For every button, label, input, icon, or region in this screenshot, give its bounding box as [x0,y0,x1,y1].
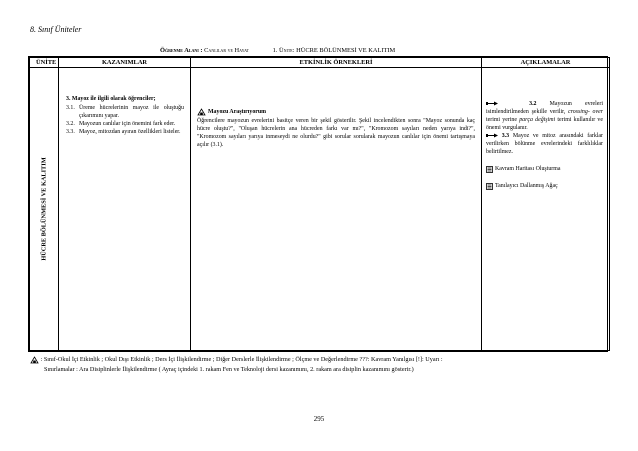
activity-body: Öğrencilere mayozun evrelerini basitçe veren bir şekil gösterilir. Şekil incelendikten sonra "Mayoz sonunda kaç hücre oluştu?", "Oluşan hücrelerin ana hücreden farkı var mı?", "Kromozom sayıları neden yarıya indi?", "Kromozom sayıları yarıya inmeseydi ne olurdu?" gibi sorular sorularak mayozun canlılar için önemi tartışmaya açılır (3.1). [197,118,475,148]
assessment-item-2: Tanılayıcı Dallanmış Ağaç [495,183,558,189]
activity-cell [191,68,482,351]
gain-item [66,104,184,120]
learning-area-header [160,47,395,54]
note1-number: 3.2 [529,101,537,107]
notes-cell [482,68,610,351]
assessment-icon [486,166,493,173]
note-limitation-2 [486,132,603,156]
note1-term: crossing- over [568,109,603,115]
page-number: 295 [313,415,325,423]
classroom-activity-icon [197,108,206,116]
activity-title: Mayozu Araştırıyorum [208,109,267,115]
gain-text: Mayoz, mitozdan ayıran özellikleri listeler. [79,129,181,135]
note1-alt: parça değişimi [519,117,556,123]
curriculum-table [28,56,608,352]
unit-vertical-title: HÜCRE BÖLÜNMESİ VE KALITIM [40,157,48,261]
unit-cell [30,68,59,351]
gain-number: 3.3. [66,129,75,135]
note1-text-a: Mayozun evreleri isimlendirilmeden şekille verilir, [486,101,603,115]
gain-number: 3.2. [66,121,75,127]
gains-cell [59,68,191,351]
gain-text: Mayozun canlılar için önemini fark eder. [79,121,176,127]
assessment-icon [486,183,493,190]
legend-line-2: Sınırlamalar : Ara Disiplinlerle İlişkilendirme ( Ayraç içindeki 1. rakam Fen ve Teknoloji dersi kazanımını, 2. rakam ara disiplin kazanımını gösterir.) [44,366,414,373]
note1-text-c: terimi kullanılır ve önemi vurgulanır. [486,117,603,131]
gain-item [66,128,184,136]
column-header-activities: ETKİNLİK ÖRNEKLERİ [191,58,482,68]
area-value: Canlılar ve Hayat [204,47,249,54]
legend [30,355,610,375]
column-header-notes: AÇIKLAMALAR [482,58,610,68]
unit-value: HÜCRE BÖLÜNMESİ VE KALITIM [296,47,396,54]
assessment-item [486,165,603,173]
area-label: Öğrenme Alanı : [160,47,203,54]
assessment-item-1: Kavram Haritası Oluşturma [495,166,561,172]
note1-text-b: terimi yerine [486,117,517,123]
gain-number: 3.1. [66,105,75,111]
unit-label: 1. Ünite: [272,47,295,54]
limitation-arrow-icon [486,101,498,106]
column-header-unit: ÜNİTE [30,58,59,68]
grade-header: 8. Sınıf Üniteler [30,25,82,34]
limitation-arrow-icon [486,133,498,138]
column-header-gains: KAZANIMLAR [59,58,191,68]
assessment-item [486,182,603,190]
note-limitation-1 [486,100,603,132]
gain-item [66,120,184,128]
gains-title: 3. Mayoz ile ilgili olarak öğrenciler; [66,96,156,102]
note2-text: Mayoz ve mitoz arasındaki farklar verilirken bölünme evrelerindeki farklılıklar belirtilmez. [486,133,603,155]
legend-text-1: : Sınıf-Okul İçi Etkinlik ; Okul Dışı Etkinlik ; Ders İçi İlişkilendirme ; Diğer Derslerle İlişkilendirme ; Ölçme ve Değerlendirme ???: Kavram Yanılgısı [!]: Uyarı : [40,356,443,363]
legend-line-1 [30,355,610,365]
gain-text: Üreme hücrelerinin mayoz ile oluştuğu çıkarımını yapar. [79,105,184,119]
activity-title-row [197,108,475,116]
note2-number: 3.3 [501,133,510,139]
classroom-activity-icon [30,356,39,364]
